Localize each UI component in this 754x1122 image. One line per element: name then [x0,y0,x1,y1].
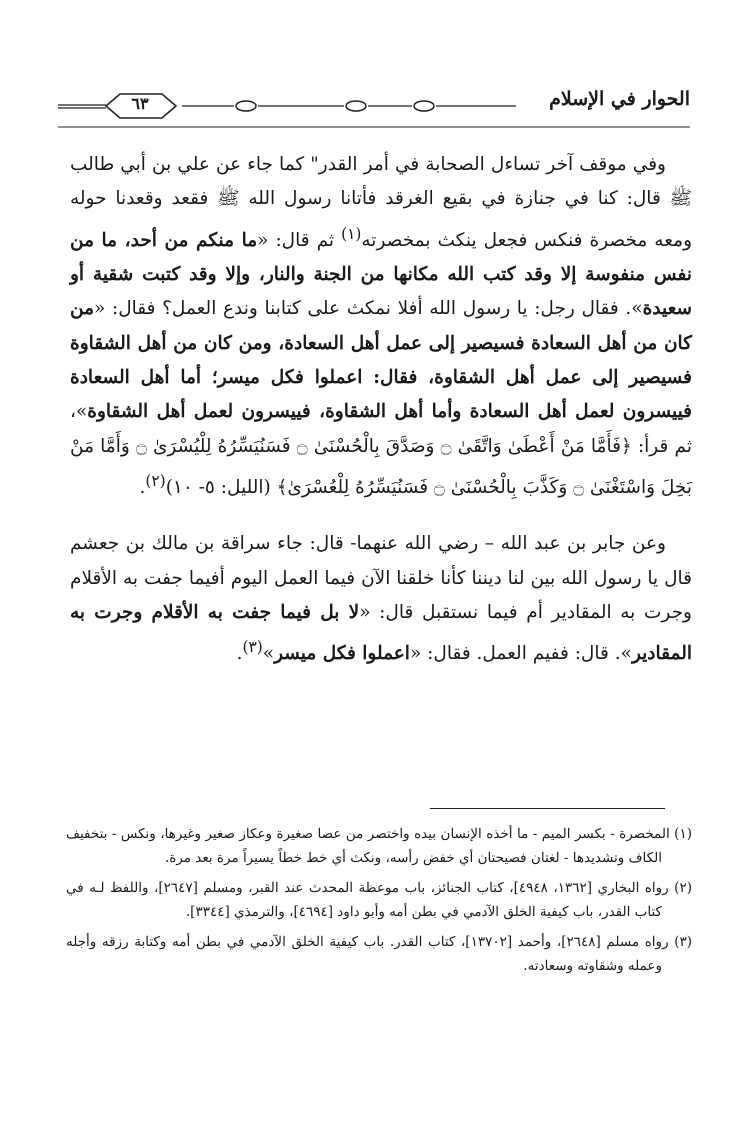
hadith-quote: من كان من أهل السعادة فسيصير إلى عمل أهل السعادة، ومن كان من أهل الشقاوة فسيصير إلى عمل أهل الشقاوة، فقال: اعملوا فكل ميسر؛ أما أهل السعادة فييسرون لعمل أهل السعادة وأما أهل الشقاوة، فييسرون لعمل أهل الشقاوة [70,298,692,423]
hadith-quote: ما منكم من أحد، ما من نفس منفوسة إلا وقد كتب الله مكانها من الجنة والنار، وإلا وقد كتبت شقية أو سعيدة [70,229,692,320]
text-run: . [236,643,243,665]
text-run: » [262,643,275,665]
paragraph-1 [70,148,692,505]
text-run: »، ثم قرأ: ﴿ [70,401,692,457]
verse-citation: ﴾ (الليل: ٥- ١٠) [165,476,288,498]
text-run: ». قال: ففيم العمل. فقال: « [409,643,632,665]
text-run: ». فقال رجل: يا رسول الله أفلا نمكث على كتابنا وندع العمل؟ فقال: « [94,298,643,320]
hadith-quote: لا بل فيما جفت به الأقلام وجرت به المقادير [70,601,692,665]
footnotes [66,822,692,978]
hadith-quote: اعملوا فكل ميسر [274,643,410,665]
quran-verse: فَأَمَّا مَنْ أَعْطَىٰ وَاتَّقَىٰ ۝ وَصَدَّقَ بِالْحُسْنَىٰ ۝ فَسَنُيَسِّرُهُ لِلْيُسْرَىٰ ۝ وَأَمَّا مَنْ بَخِلَ وَاسْتَغْنَىٰ ۝ وَكَذَّبَ بِالْحُسْنَىٰ ۝ فَسَنُيَسِّرُهُ لِلْعُسْرَىٰ [70,435,692,498]
page-number: ٦٣ [131,94,149,113]
page-header [58,84,690,128]
body-text [70,148,692,672]
text-run: وعن جابر بن عبد الله – رضي الله عنهما- قال: جاء سراقة بن مالك بن جعشم قال يا رسول الله بين لنا ديننا كأنا خلقنا الآن فيما العمل اليوم أفيما جفت به الأقلام وجرت به المقادير أم فيما نستقبل قال: « [70,533,692,623]
footnote-ref-3: (٣) [242,638,263,657]
text-run: وفي موقف آخر تساءل الصحابة في أمر القدر" كما جاء عن علي بن أبي طالب ﷺ قال: كنا في جنازة في بقيع الغرقد فأتانا رسول الله ﷺ فقعد وقعدنا حوله ومعه مخصرة فنكس فجعل ينكث بمخصرته [70,154,692,251]
footnote-ref-2: (٢) [145,471,166,490]
book-title: الحوار في الإسلام [549,88,690,110]
paragraph-2 [70,527,692,671]
footnote-separator [430,808,665,809]
footnote-3: (٣) رواه مسلم [٢٦٤٨]، وأحمد [١٣٧٠٢]، كتاب القدر. باب كيفية الخلق الآدمي في بطن أمه وكتابة رزقه وأجله وعمله وشقاوته وسعادته. [66,934,693,974]
text-run: ثم قال: « [257,229,342,251]
footnote-2: (٢) رواه البخاري [١٣٦٢، ٤٩٤٨]، كتاب الجنائز، باب موعظة المحدث عند القبر، ومسلم [٢٦٤٧]، واللفظ لـه في كتاب القدر، باب كيفية الخلق الآدمي في بطن أمه وأبو داود [٤٦٩٤]، والترمذي [٣٣٤٤]. [66,880,692,920]
footnote-ref-1: (١) [341,224,362,243]
footnote-1: (١) المخصرة - بكسر الميم - ما أخذه الإنسان بيده واختصر من عصا صغيرة وعكاز صغير وغيرها، ونكس - بتخفيف الكاف وتشديدها - لغتان فصيحتان أي خفض رأسه، ونكث أي خط خطاً يسيراً مرة بعد مرة. [66,826,692,866]
text-run: . [139,476,146,498]
